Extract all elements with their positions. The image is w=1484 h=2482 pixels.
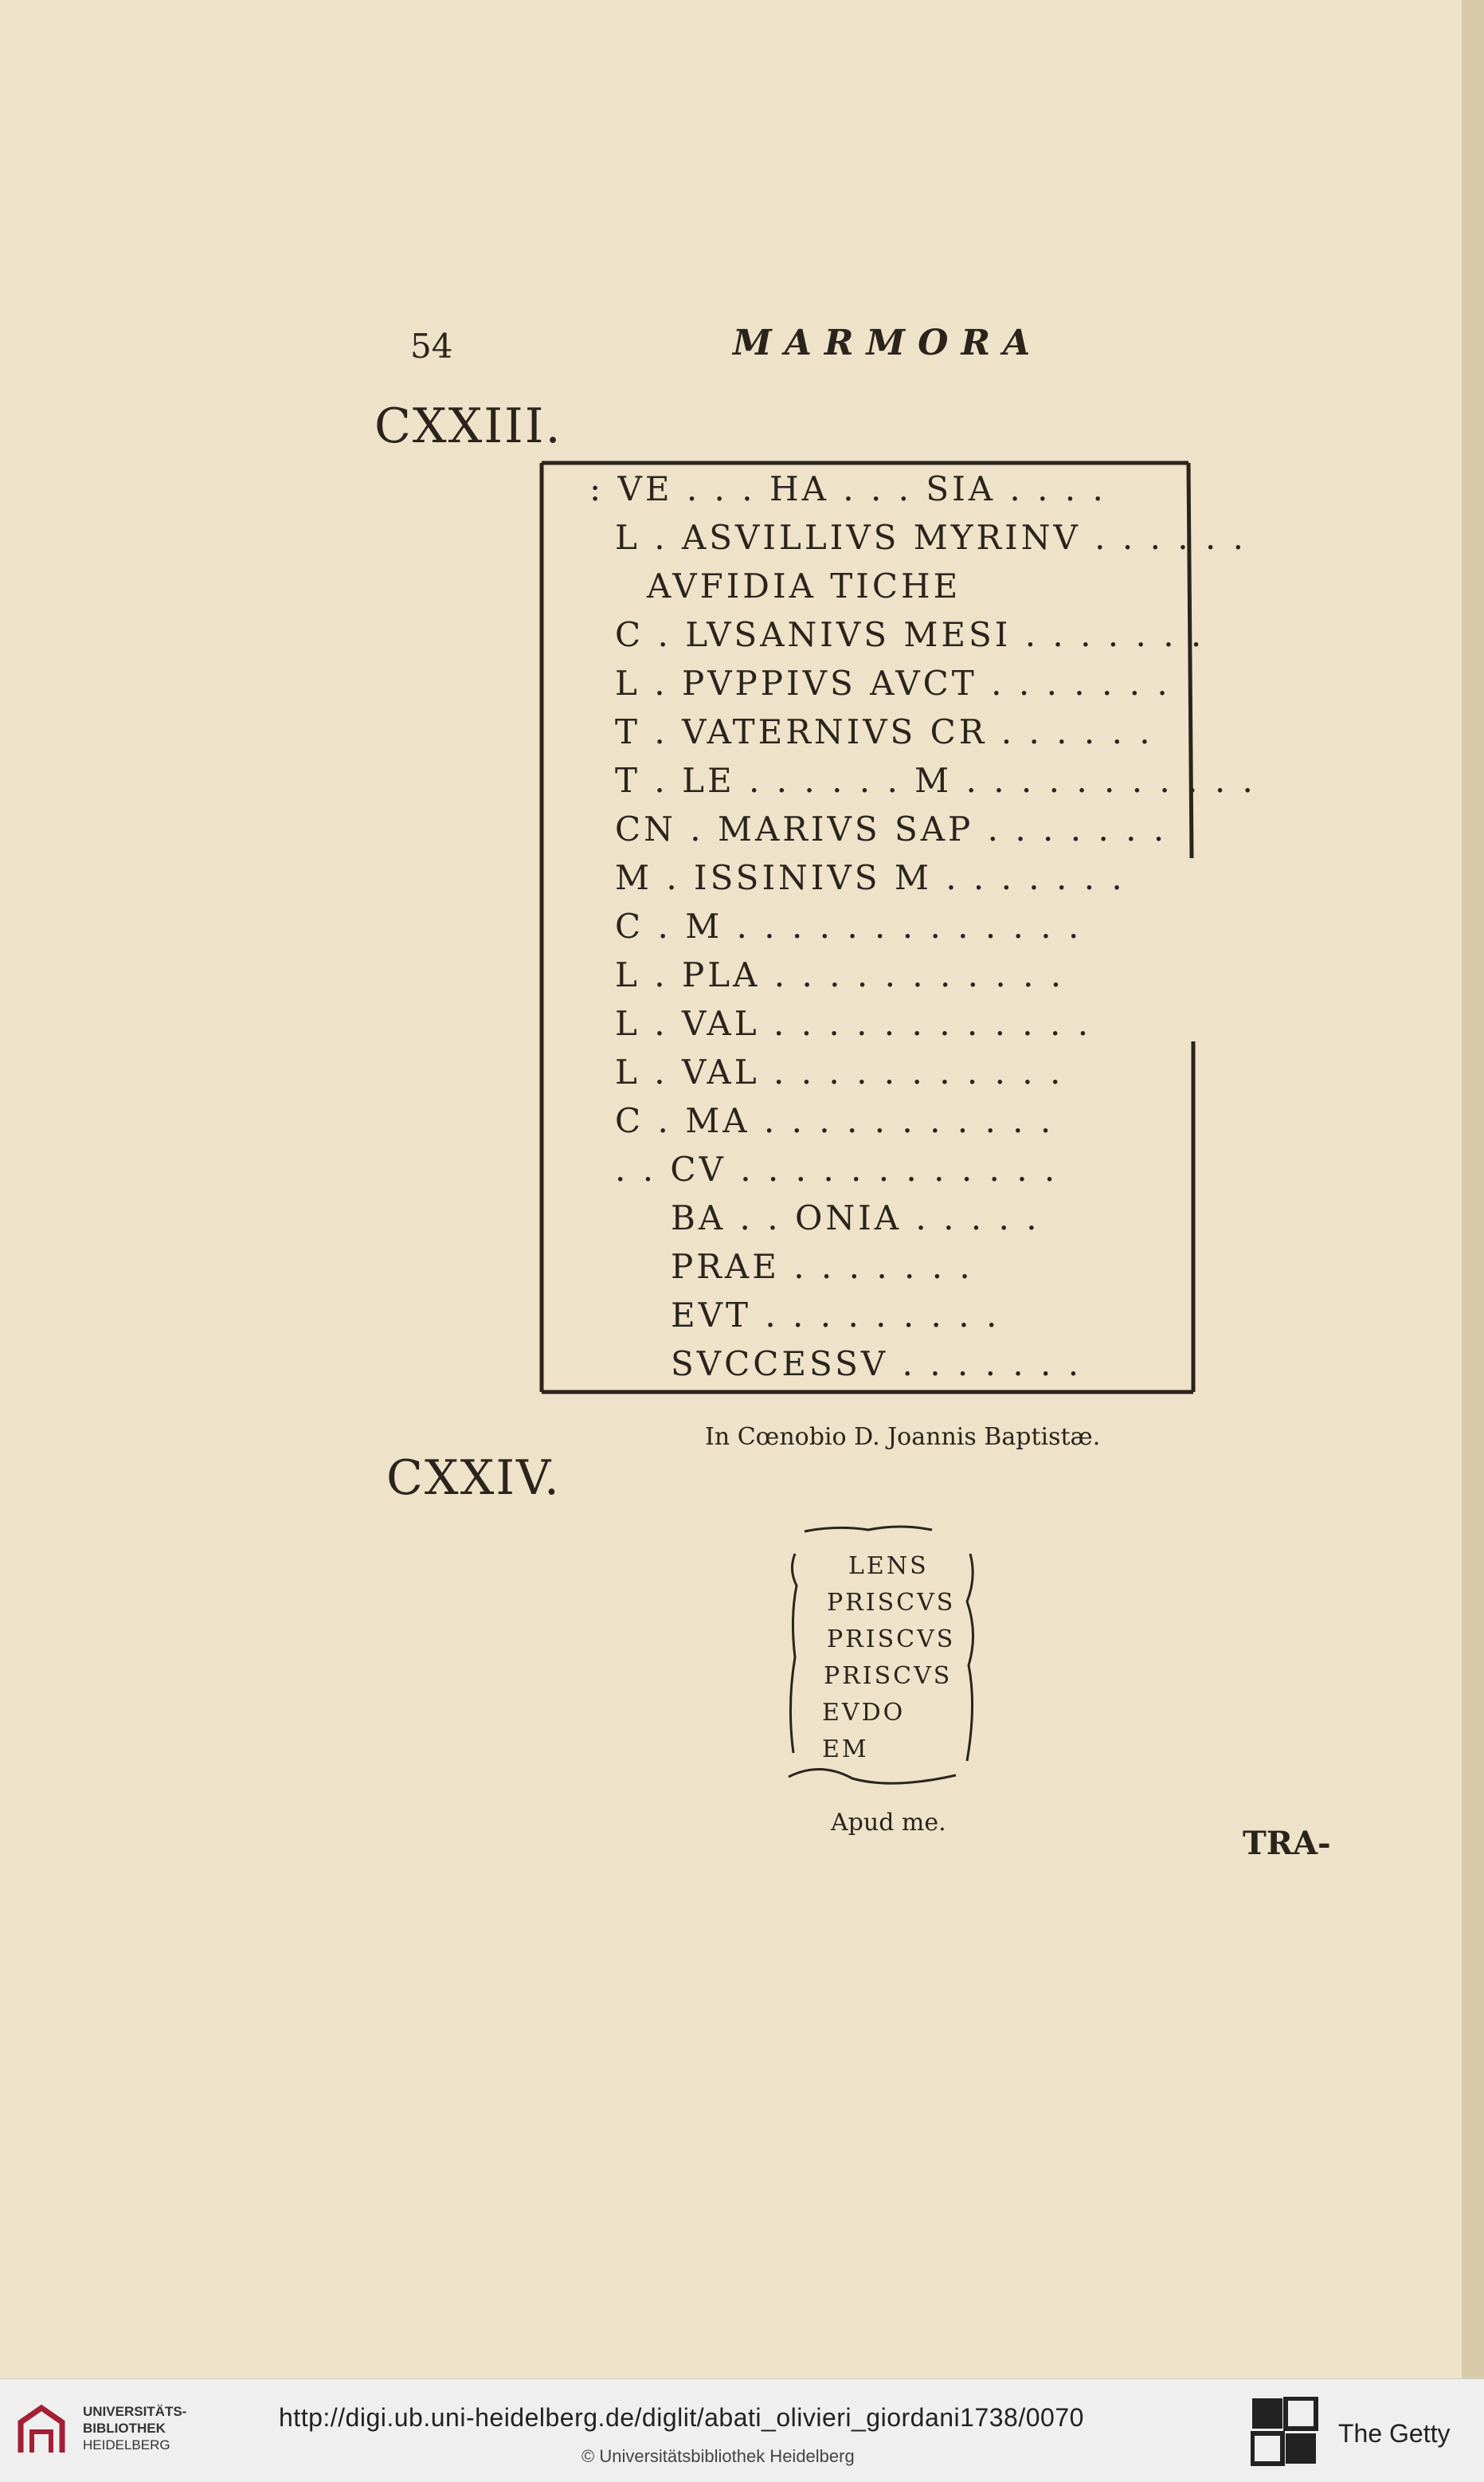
fragment-line: PRISCVS xyxy=(827,1625,956,1653)
inscription-location-1: In Cœnobio D. Joannis Baptistæ. xyxy=(705,1423,1101,1451)
fragment-line: PRISCVS xyxy=(827,1589,956,1617)
inscription-line: T . VATERNIVS CR . . . . . . xyxy=(615,712,1153,751)
inscription-line: C . M . . . . . . . . . . . . . xyxy=(615,907,1083,946)
inscription-location-2: Apud me. xyxy=(831,1809,946,1837)
institution-line: HEIDELBERG xyxy=(83,2437,170,2453)
inscription-line: L . PVPPIVS AVCT . . . . . . . xyxy=(615,664,1171,703)
inscription-number-1: CXXIII. xyxy=(374,398,562,454)
fragment-line: PRISCVS xyxy=(824,1662,953,1690)
inscription-line: C . LVSANIVS MESI . . . . . . . xyxy=(615,615,1205,654)
inscription-line: L . VAL . . . . . . . . . . . xyxy=(615,1053,1064,1092)
permalink[interactable]: http://digi.ub.uni-heidelberg.de/diglit/abati_olivieri_giordani1738/0070 xyxy=(279,2403,1084,2432)
inscription-line: : VE . . . HA . . . SIA . . . . xyxy=(589,469,1106,508)
inscription-line: CN . MARIVS SAP . . . . . . . xyxy=(615,810,1168,849)
inscription-line: L . PLA . . . . . . . . . . . xyxy=(615,955,1065,994)
inscription-number-2: CXXIV. xyxy=(386,1450,561,1506)
institution-line: BIBLIOTHEK xyxy=(83,2421,166,2436)
inscription-line: PRAE . . . . . . . xyxy=(671,1247,973,1286)
institution-name xyxy=(83,2403,186,2453)
inscription-frame-2 xyxy=(773,1522,988,1793)
getty-logo-icon xyxy=(1251,2397,1322,2468)
institution-line: UNIVERSITÄTS- xyxy=(83,2404,187,2419)
viewer-footer xyxy=(0,2378,1484,2482)
inscription-line: L . ASVILLIVS MYRINV . . . . . . xyxy=(615,518,1247,557)
fragment-line: LENS xyxy=(848,1552,929,1580)
inscription-line: M . ISSINIVS M . . . . . . . xyxy=(615,858,1126,897)
inscription-line: SVCCESSV . . . . . . . xyxy=(671,1344,1083,1383)
inscription-line: EVT . . . . . . . . . xyxy=(671,1296,1000,1335)
inscription-line: AVFIDIA TICHE xyxy=(647,567,961,606)
inscription-line: BA . . ONIA . . . . . xyxy=(671,1198,1040,1237)
inscription-line: . . CV . . . . . . . . . . . . xyxy=(615,1150,1059,1189)
partner-name: The Getty xyxy=(1338,2419,1451,2448)
university-logo-icon xyxy=(14,2403,70,2459)
page-number: 54 xyxy=(410,327,453,366)
inscription-line: T . LE . . . . . . M . . . . . . . . . . . xyxy=(615,761,1256,800)
inscription-line: C . MA . . . . . . . . . . . xyxy=(615,1101,1055,1140)
running-title: MARMORA xyxy=(733,323,1043,363)
copyright-notice: © Universitätsbibliothek Heidelberg xyxy=(581,2446,855,2466)
page-edge xyxy=(1462,0,1484,2378)
inscription-line: L . VAL . . . . . . . . . . . . xyxy=(615,1004,1092,1043)
catchword: TRA- xyxy=(1243,1825,1331,1862)
inscription-frame-1 xyxy=(535,460,1256,1396)
fragment-line: EM xyxy=(822,1735,869,1763)
fragment-line: EVDO xyxy=(822,1699,906,1727)
